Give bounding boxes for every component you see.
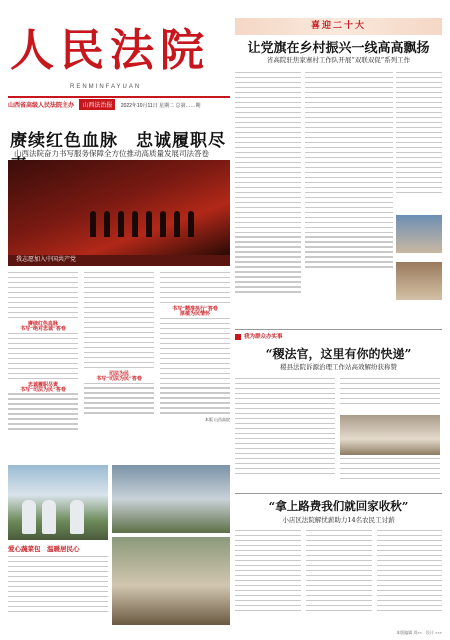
bottom-middle-collage — [112, 465, 230, 625]
edition-logo: 山西法治报 — [79, 99, 115, 110]
issue-info: 2022年10月11日 星期二 总第……期 — [120, 103, 201, 109]
right-middle-column-2 — [340, 378, 440, 413]
edition-row — [8, 99, 230, 115]
right-top-column-3 — [396, 72, 442, 212]
photo-figure — [42, 500, 56, 534]
section-bar — [235, 333, 442, 342]
right-bottom-subheadline: 小店区法院解忧薪助力14名农民工讨薪 — [282, 516, 395, 524]
photo-figure — [146, 211, 152, 237]
photo-figure — [160, 211, 166, 237]
masthead-title: 人民法院 — [10, 25, 210, 76]
right-bottom-column-2 — [306, 530, 372, 626]
right-middle-subheadline: 稷县法院诉源治理工作站高效解纷获称赞 — [280, 363, 397, 371]
right-middle-column-3 — [340, 458, 440, 490]
right-middle-photo — [340, 415, 440, 455]
right-top-photo — [396, 215, 442, 253]
section-divider — [235, 493, 442, 494]
right-bottom-column-3 — [377, 530, 442, 626]
bottom-left-caption: 爱心蔬菜包 温暖居民心 — [8, 545, 80, 553]
right-top-column-1 — [235, 72, 301, 327]
masthead-divider — [8, 96, 230, 98]
collage-photo — [112, 537, 230, 625]
bottom-left-photo — [8, 465, 108, 540]
masthead-pinyin: RENMINFAYUAN — [70, 84, 142, 90]
photo-figure — [70, 500, 84, 534]
right-top-headline: 让党旗在乡村振兴一线高高飘扬 — [247, 41, 430, 56]
lead-subhead: 忠诚履职尽责 — [27, 381, 58, 388]
lead-subhead: 厚植为民情怀 — [179, 311, 210, 318]
photo-figure — [22, 500, 36, 534]
lead-subhead: 书写“司法为民”答卷 — [20, 386, 66, 393]
section-divider — [235, 329, 442, 330]
lead-author-tag: 本版 山西高院 — [204, 417, 230, 423]
right-top-column-2 — [305, 72, 393, 327]
edition-name: 山西省高级人民法院主办 — [8, 103, 75, 109]
lead-subhead: 赓续红色血脉 — [27, 320, 58, 327]
photo-figure — [90, 211, 96, 237]
lead-column-1 — [8, 272, 78, 460]
lead-subhead: 书写“绝对忠诚”答卷 — [20, 326, 66, 333]
lead-column-3 — [160, 272, 230, 460]
right-middle-headline: “稷法官，这里有你的快递” — [265, 347, 412, 361]
right-middle-column-1 — [235, 378, 335, 490]
photo-figure — [118, 211, 124, 237]
page-footer: 本版编辑 刘×× 设计 ××× — [396, 630, 442, 635]
lead-subhead: 书写“精准执行”答卷 — [172, 305, 218, 312]
bottom-left-body — [8, 556, 108, 626]
lead-headline: 赓续红色血脉 忠诚履职尽 — [10, 131, 226, 151]
right-top-photo — [396, 262, 442, 300]
right-bottom-headline: “拿上路费我们就回家收秋” — [268, 499, 409, 513]
section-label: 我为群众办实事 — [244, 334, 283, 340]
lead-column-2 — [84, 272, 154, 460]
section-marker-icon — [235, 334, 241, 340]
right-top-subheadline: 省高院驻焦家寨村工作队开展“双联双促”系列工作 — [266, 56, 411, 64]
lead-photo — [8, 160, 230, 255]
photo-figure — [174, 211, 180, 237]
photo-figure — [188, 211, 194, 237]
photo-figure — [132, 211, 138, 237]
lead-photo-caption: 我志愿加入中国共产党 — [8, 255, 230, 266]
photo-figure — [104, 211, 110, 237]
collage-photo — [112, 465, 230, 533]
lead-subhead: 书写“司法为民”答卷 — [96, 376, 142, 383]
right-bottom-column-1 — [235, 530, 301, 626]
lead-subheadline: 山西法院奋力书写服务保障全方位推动高质量发展司法答卷 — [14, 149, 209, 158]
right-banner: 喜迎二十大 — [235, 18, 442, 35]
lead-subhead: 司法为民 — [108, 370, 129, 377]
